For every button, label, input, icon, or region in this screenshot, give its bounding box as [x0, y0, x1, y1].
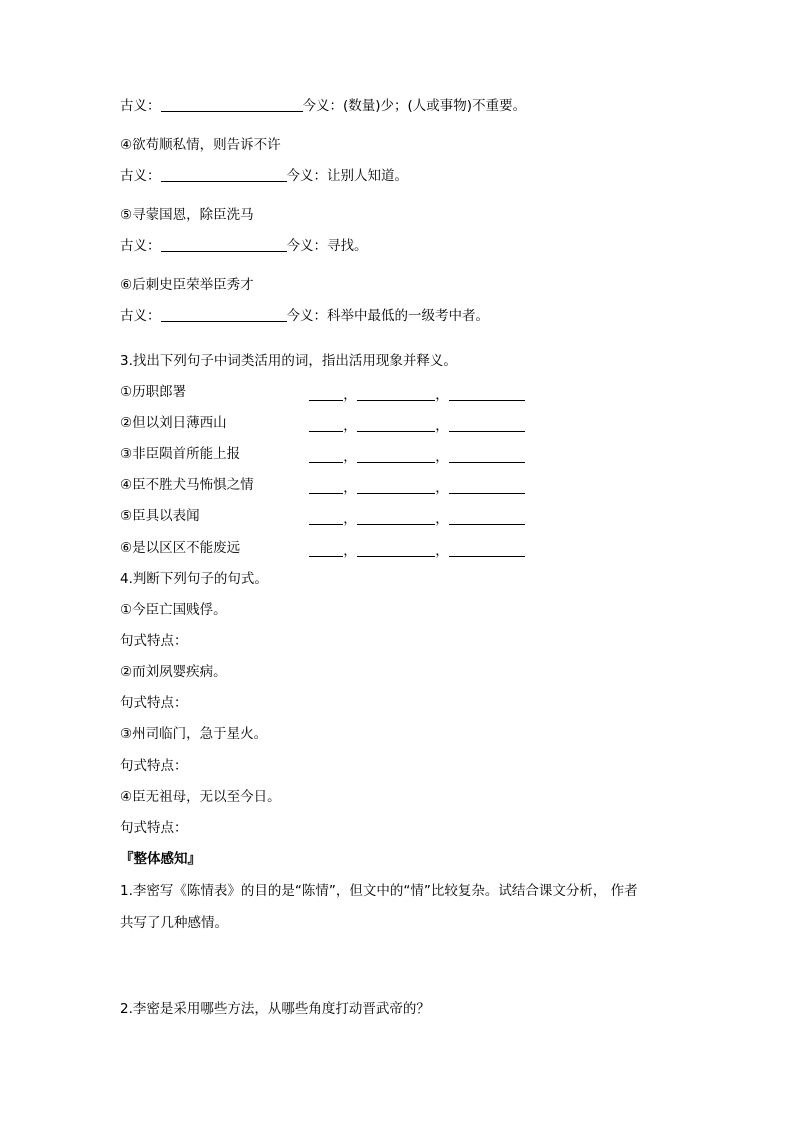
q3-blanks: ， ，	[309, 445, 525, 465]
answer-blank[interactable]	[309, 479, 343, 494]
q3-item: ②但以刘日薄西山	[120, 415, 227, 431]
q3-blanks: ， ，	[309, 476, 525, 496]
q3-blanks: ， ，	[309, 414, 525, 434]
answer-blank[interactable]	[309, 448, 343, 463]
gujin-line-1	[120, 97, 526, 115]
q4-feature-label: 句式特点：	[120, 633, 188, 649]
section-heading: 『整体感知』	[120, 851, 201, 867]
answer-blank[interactable]	[309, 510, 343, 525]
answer-blank[interactable]	[449, 510, 525, 525]
answer-blank[interactable]	[161, 237, 287, 252]
answer-blank[interactable]	[357, 542, 435, 557]
answer-blank[interactable]	[449, 542, 525, 557]
q4-item: ④臣无祖母，无以至今日。	[120, 789, 281, 805]
q4-feature-label: 句式特点：	[120, 695, 188, 711]
answer-blank[interactable]	[309, 386, 343, 401]
answer-blank[interactable]	[309, 542, 343, 557]
q4-feature-label: 句式特点：	[120, 820, 188, 836]
overall-q2: 2.李密是采用哪些方法，从哪些角度打动晋武帝的？	[120, 1001, 430, 1017]
q3-blanks: ， ，	[309, 539, 525, 559]
answer-blank[interactable]	[309, 417, 343, 432]
gujin-line-6	[120, 307, 489, 325]
jin-meaning: 今义：(数量)少；(人或事物)不重要。	[302, 98, 527, 114]
q4-item: ②而刘夙婴疾病。	[120, 664, 227, 680]
answer-blank[interactable]	[357, 417, 435, 432]
gu-label: 古义：	[120, 98, 161, 114]
q3-item: ③非臣陨首所能上报	[120, 446, 241, 462]
q3-item: ①历职郎署	[120, 384, 187, 400]
answer-blank[interactable]	[357, 448, 435, 463]
q3-blanks: ， ，	[309, 507, 525, 527]
q2-item-4: ④欲苟顺私情，则告诉不许	[120, 137, 281, 153]
answer-blank[interactable]	[449, 386, 525, 401]
answer-blank[interactable]	[357, 386, 435, 401]
answer-blank[interactable]	[161, 97, 303, 112]
answer-blank[interactable]	[449, 448, 525, 463]
q4-item: ①今臣亡国贱俘。	[120, 602, 227, 618]
answer-blank[interactable]	[161, 307, 287, 322]
answer-blank[interactable]	[357, 510, 435, 525]
answer-blank[interactable]	[161, 167, 287, 182]
q4-feature-label: 句式特点：	[120, 758, 188, 774]
overall-q1-line1: 1.李密写《陈情表》的目的是“陈情”，但文中的“情”比较复杂。试结合课文分析， 作者	[120, 883, 638, 899]
gujin-line-5	[120, 237, 368, 255]
q3-title: 3.找出下列句子中词类活用的词，指出活用现象并释义。	[120, 353, 457, 369]
q4-item: ③州司临门，急于星火。	[120, 726, 268, 742]
gu-label: 古义：	[120, 308, 161, 324]
q3-item: ④臣不胜犬马怖惧之情	[120, 477, 254, 493]
gujin-line-4	[120, 167, 408, 185]
q3-item: ⑤臣具以表闻	[120, 508, 200, 524]
q3-blanks: ， ，	[309, 383, 525, 403]
jin-meaning: 今义：寻找。	[286, 238, 368, 254]
q4-title: 4.判断下列句子的句式。	[120, 571, 268, 587]
q2-item-6: ⑥后刺史臣荣举臣秀才	[120, 277, 254, 293]
gu-label: 古义：	[120, 168, 161, 184]
answer-blank[interactable]	[357, 479, 435, 494]
q2-item-5: ⑤寻蒙国恩，除臣洗马	[120, 207, 254, 223]
q3-item: ⑥是以区区不能废远	[120, 540, 241, 556]
jin-meaning: 今义：科举中最低的一级考中者。	[286, 308, 489, 324]
jin-meaning: 今义：让别人知道。	[286, 168, 408, 184]
overall-q1-line2: 共写了几种感情。	[120, 915, 228, 931]
answer-blank[interactable]	[449, 417, 525, 432]
answer-blank[interactable]	[449, 479, 525, 494]
gu-label: 古义：	[120, 238, 161, 254]
